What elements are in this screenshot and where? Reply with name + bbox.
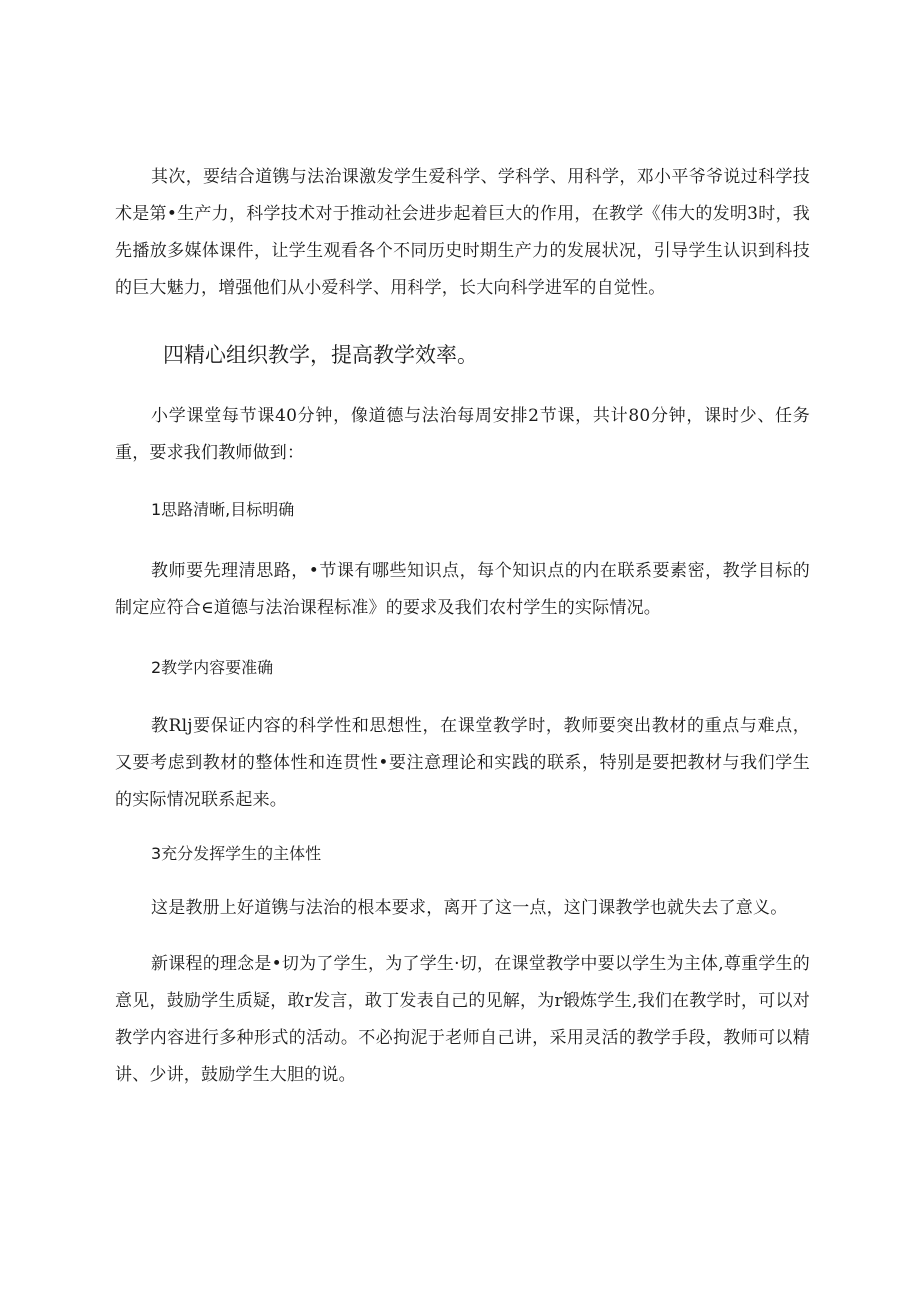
subheading-student-subjectivity: 3充分发挥学生的主体性 <box>151 844 322 863</box>
subheading-accurate-content: 2教学内容要准确 <box>151 658 274 677</box>
paragraph-basic-requirement: 这是教册上好道镌与法治的根本要求，离开了这一点，这门课教学也就失去了意义。 <box>151 898 788 918</box>
subheading-clear-thinking: 1思路清晰,目标明确 <box>151 500 295 519</box>
paragraph-accurate-content: 教Rlj要保证内容的科学性和思想性，在课堂教学时，教师要突出教材的重点与难点，又要考虑到教材的整体性和连贯性•要注意理论和实践的联系，特别是要把教材与我们学生的实际情况联系起来。 <box>115 716 810 810</box>
paragraph-class-time: 小学课堂每节课40分钟，像道德与法治每周安排2节课，共计80分钟，课时少、任务重，要求我们教师做到： <box>115 406 810 463</box>
paragraph-new-curriculum: 新课程的理念是•切为了学生，为了学生·切，在课堂教学中要以学生为主体,尊重学生的意见，鼓励学生质疑，敢r发言，敢丁发表自己的见解，为r锻炼学生,我们在教学时，可以对教学内容进行多种形式的活动。不必拘泥于老师自己讲，采用灵活的教学手段，教师可以精讲、少讲，鼓励学生大胆的说。 <box>115 954 810 1085</box>
section-heading-four: 四精心组织教学，提高教学效率。 <box>163 343 478 367</box>
paragraph-clear-thinking: 教师要先理清思路，•节课有哪些知识点，每个知识点的内在联系要素密，教学目标的制定应符合∈道德与法治课程标准》的要求及我们农村学生的实际情况。 <box>115 561 810 618</box>
paragraph-science-education: 其次，要结合道镌与法治课激发学生爱科学、学科学、用科学，邓小平爷爷说过科学技术是第•生产力，科学技术对于推动社会进步起着巨大的作用，在教学《伟大的发明3时，我先播放多媒体课件，让学生观看各个不同历史时期生产力的发展状况，引导学生认识到科技的巨大魅力，增强他们从小爱科学、用科学，长大向科学进军的自觉性。 <box>115 167 810 298</box>
